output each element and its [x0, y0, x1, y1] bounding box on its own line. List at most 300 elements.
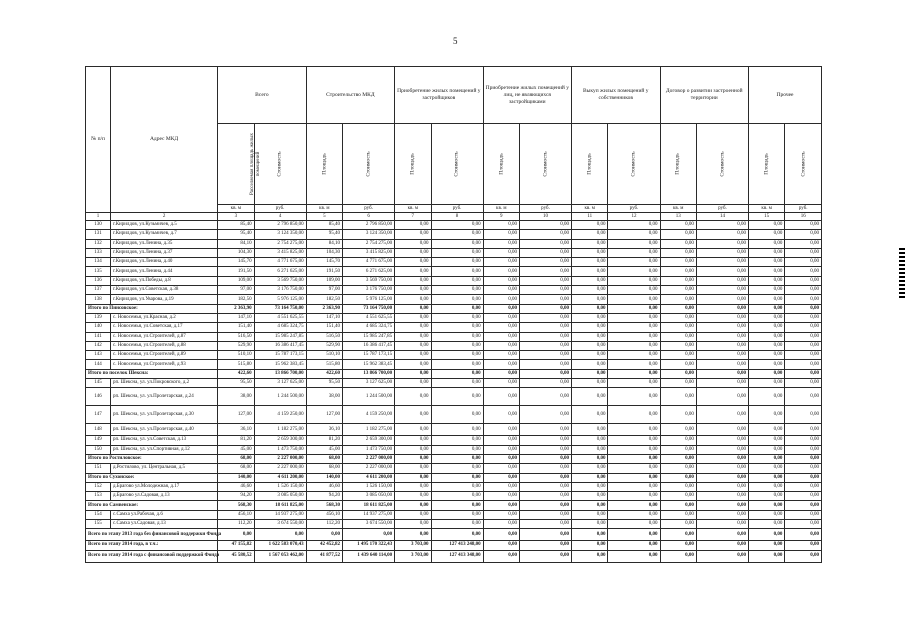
column-number: 4 [254, 213, 306, 221]
row-value: 0,00 [748, 276, 784, 285]
row-number: 143 [86, 351, 111, 360]
row-value: 0,00 [608, 510, 660, 519]
header-group-developers: Приобретение жилых помещений у застройщиков [395, 67, 483, 124]
row-value: 0,00 [608, 406, 660, 424]
row-value: 0,00 [483, 445, 519, 454]
row-value: 0,00 [785, 286, 822, 295]
header-area: Площадь [586, 152, 593, 175]
row-value: 1 244 500,00 [254, 388, 306, 406]
row-value: 3 124 350,00 [254, 230, 306, 239]
row-value: 0,00 [748, 529, 784, 541]
row-value: 18 611 825,00 [343, 501, 395, 510]
header-area: Площадь [675, 152, 682, 175]
unit: руб. [519, 205, 571, 213]
row-value: 1 473 750,00 [343, 445, 395, 454]
row-value: 0,00 [660, 323, 696, 332]
row-value: 0,00 [608, 313, 660, 322]
row-value: 5 976 125,00 [254, 295, 306, 304]
row-value: 0,00 [431, 520, 483, 529]
row-value: 0,00 [748, 239, 784, 248]
row-value: 1 567 053 462,00 [254, 550, 306, 562]
row-value: 0,00 [608, 239, 660, 248]
row-value: 0,00 [519, 501, 571, 510]
unit: кв. м [395, 205, 431, 213]
table-row [86, 286, 822, 295]
row-address: г.Кирилдов, ул.Кузьмичев, д.7 [110, 230, 217, 239]
row-value: 3 415 825,00 [254, 248, 306, 257]
row-value: 0,00 [519, 239, 571, 248]
row-value: 0,00 [572, 323, 608, 332]
row-address: г.Кирилдов, ул.Победы, д.8 [110, 276, 217, 285]
row-value: 3 703,00 [395, 541, 431, 550]
column-numbers-row [86, 213, 822, 221]
row-value: 112,20 [218, 520, 254, 529]
column-number: 15 [748, 213, 784, 221]
row-value: 0,00 [483, 379, 519, 388]
row-label: Всего по этапу 2013 года без финансовой поддержки Фонда [86, 529, 218, 541]
row-value: 0,00 [519, 379, 571, 388]
row-value: 0,00 [785, 276, 822, 285]
row-value: 0,00 [696, 239, 748, 248]
header-number: № п/п [86, 67, 111, 213]
row-value: 3 415 825,00 [343, 248, 395, 257]
row-value: 529,90 [218, 341, 254, 350]
row-value: 1 526 150,00 [254, 482, 306, 491]
row-value: 0,00 [696, 406, 748, 424]
table-total-row [86, 454, 822, 463]
row-value: 0,00 [431, 351, 483, 360]
table-total-row [86, 501, 822, 510]
row-value: 0,00 [395, 295, 431, 304]
table-row [86, 360, 822, 369]
row-address: рп. Шексна, ул. ул.Пролетарская, д.24 [110, 388, 217, 406]
row-value: 3 085 050,00 [254, 492, 306, 501]
row-value: 3 176 750,00 [254, 286, 306, 295]
row-value: 0,00 [483, 276, 519, 285]
unit: руб. [785, 205, 822, 213]
row-value: 0,00 [785, 379, 822, 388]
row-number: 135 [86, 267, 111, 276]
row-value: 0,00 [431, 510, 483, 519]
row-address: с. Новосемья, ул.Строителей, д.88 [110, 341, 217, 350]
row-value: 515,80 [218, 360, 254, 369]
row-value: 1 182 275,00 [343, 424, 395, 436]
row-value: 2 796 850,00 [343, 221, 395, 230]
row-address: с. Новосемья, ул.Советская, д.17 [110, 323, 217, 332]
row-value: 0,00 [483, 492, 519, 501]
row-value: 0,00 [748, 323, 784, 332]
row-value: 422,60 [218, 369, 254, 378]
row-value: 0,00 [395, 239, 431, 248]
scan-edge-marks [899, 248, 905, 300]
row-address: с. Новосемья, ул.Строителей, д.87 [110, 332, 217, 341]
row-value: 14 937 275,00 [343, 510, 395, 519]
header-group-total: Всего [218, 67, 306, 124]
row-address: г.Кирилдов, ул.Ленина, д.44 [110, 267, 217, 276]
row-value: 568,30 [218, 501, 254, 510]
row-value: 0,00 [660, 445, 696, 454]
row-value: 0,00 [785, 424, 822, 436]
row-value: 0,00 [608, 360, 660, 369]
row-value: 4 771 675,00 [343, 258, 395, 267]
row-value: 0,00 [306, 529, 342, 541]
row-value: 0,00 [572, 406, 608, 424]
row-value: 0,00 [748, 341, 784, 350]
row-value: 0,00 [785, 529, 822, 541]
table-total-row [86, 473, 822, 482]
row-number: 134 [86, 258, 111, 267]
row-value: 0,00 [748, 454, 784, 463]
row-value: 97,00 [218, 286, 254, 295]
row-value: 0,00 [785, 436, 822, 445]
row-value: 2 363,90 [218, 304, 254, 313]
row-value: 3 127 625,00 [254, 379, 306, 388]
row-value: 0,00 [785, 454, 822, 463]
row-value: 0,00 [696, 501, 748, 510]
row-value: 0,00 [696, 341, 748, 350]
header-cost: Стоимость [630, 150, 637, 177]
row-number: 152 [86, 482, 111, 491]
row-value: 0,00 [572, 313, 608, 322]
row-value: 0,00 [483, 436, 519, 445]
row-value: 16 386 417,45 [254, 341, 306, 350]
row-label: Итого по Пинсовское: [86, 304, 218, 313]
row-number: 131 [86, 230, 111, 239]
row-value: 0,00 [519, 388, 571, 406]
page-number: 5 [453, 36, 458, 46]
row-value: 0,00 [431, 445, 483, 454]
column-number: 13 [660, 213, 696, 221]
row-value: 0,00 [660, 239, 696, 248]
column-number: 2 [110, 213, 217, 221]
row-value: 0,00 [483, 501, 519, 510]
row-value: 0,00 [572, 492, 608, 501]
row-value: 0,00 [519, 248, 571, 257]
row-value: 68,00 [218, 454, 254, 463]
row-value: 68,00 [306, 454, 342, 463]
row-value: 0,00 [572, 286, 608, 295]
row-value: 0,00 [608, 221, 660, 230]
row-value: 73 164 750,00 [343, 304, 395, 313]
unit: кв. м [660, 205, 696, 213]
row-value: 0,00 [785, 501, 822, 510]
header-cost: Стоимость [454, 150, 461, 177]
row-value: 0,00 [431, 239, 483, 248]
row-value: 0,00 [608, 454, 660, 463]
row-value: 0,00 [748, 520, 784, 529]
table-row [86, 230, 822, 239]
column-number: 11 [572, 213, 608, 221]
unit: руб. [696, 205, 748, 213]
row-value: 45 580,52 [218, 550, 254, 562]
row-value: 127 413 348,00 [431, 550, 483, 562]
row-value: 0,00 [431, 492, 483, 501]
row-value: 147,10 [218, 313, 254, 322]
row-value: 0,00 [660, 276, 696, 285]
header-cost: Стоимость [542, 150, 549, 177]
row-label: Итого по Ростиловское: [86, 454, 218, 463]
row-value: 0,00 [395, 267, 431, 276]
row-value: 0,00 [431, 304, 483, 313]
row-number: 151 [86, 464, 111, 473]
row-value: 0,00 [431, 454, 483, 463]
row-value: 0,00 [785, 510, 822, 519]
row-value: 0,00 [608, 436, 660, 445]
row-value: 0,00 [519, 529, 571, 541]
row-value: 0,00 [785, 464, 822, 473]
row-value: 0,00 [785, 332, 822, 341]
row-value: 0,00 [608, 332, 660, 341]
row-value: 0,00 [395, 258, 431, 267]
row-value: 0,00 [395, 286, 431, 295]
row-value: 0,00 [483, 541, 519, 550]
row-value: 0,00 [785, 482, 822, 491]
row-value: 0,00 [572, 454, 608, 463]
table-row [86, 482, 822, 491]
row-address: с. Новосемья, ул.Красная, д.2 [110, 313, 217, 322]
row-value: 0,00 [608, 501, 660, 510]
row-value: 2 227 000,00 [343, 454, 395, 463]
row-value: 0,00 [696, 276, 748, 285]
row-value: 68,00 [306, 464, 342, 473]
row-value: 0,00 [696, 424, 748, 436]
row-value: 0,00 [483, 473, 519, 482]
row-value: 0,00 [431, 221, 483, 230]
row-value: 0,00 [696, 323, 748, 332]
row-value: 0,00 [748, 541, 784, 550]
relocation-table [85, 66, 822, 563]
row-value: 41 877,52 [306, 550, 342, 562]
row-value: 0,00 [431, 501, 483, 510]
column-number: 8 [431, 213, 483, 221]
row-value: 0,00 [572, 424, 608, 436]
row-value: 0,00 [395, 501, 431, 510]
row-number: 155 [86, 520, 111, 529]
row-value: 18 611 825,00 [254, 501, 306, 510]
row-value: 0,00 [483, 406, 519, 424]
row-value: 0,00 [395, 379, 431, 388]
row-value: 0,00 [572, 482, 608, 491]
row-value: 0,00 [660, 258, 696, 267]
header-address: Адрес МКД [110, 67, 217, 213]
row-value: 15 787 173,15 [343, 351, 395, 360]
row-address: г.Кирилдов, ул.Ленина, д.40 [110, 258, 217, 267]
row-value: 4 771 675,00 [254, 258, 306, 267]
row-value: 16 386 417,45 [343, 341, 395, 350]
row-value: 0,00 [572, 295, 608, 304]
row-value: 0,00 [431, 379, 483, 388]
row-value: 0,00 [748, 510, 784, 519]
row-value: 0,00 [572, 332, 608, 341]
row-value: 0,00 [395, 510, 431, 519]
row-value: 0,00 [785, 541, 822, 550]
table-row [86, 379, 822, 388]
table-row [86, 464, 822, 473]
row-value: 15 962 383,45 [254, 360, 306, 369]
row-value: 0,00 [608, 520, 660, 529]
row-address: г.Кирилдов, ул.Советская, д.38 [110, 286, 217, 295]
row-address: с.Самха ул.Рабочая, д.6 [110, 510, 217, 519]
row-value: 0,00 [660, 379, 696, 388]
row-value: 0,00 [748, 473, 784, 482]
row-value: 46,60 [306, 482, 342, 491]
row-value: 0,00 [572, 473, 608, 482]
row-number: 136 [86, 276, 111, 285]
table-row [86, 388, 822, 406]
row-value: 0,00 [608, 230, 660, 239]
row-value: 4 685 324,75 [254, 323, 306, 332]
row-value: 0,00 [660, 520, 696, 529]
row-value: 568,30 [306, 501, 342, 510]
column-number: 10 [519, 213, 571, 221]
row-label: Итого по Самвенское: [86, 501, 218, 510]
row-value: 0,00 [785, 221, 822, 230]
row-value: 0,00 [572, 276, 608, 285]
row-value: 0,00 [431, 482, 483, 491]
row-value: 0,00 [608, 351, 660, 360]
unit: руб. [343, 205, 395, 213]
unit: руб. [431, 205, 483, 213]
row-value: 0,00 [748, 221, 784, 230]
row-value: 0,00 [572, 239, 608, 248]
table-row [86, 267, 822, 276]
column-number: 12 [608, 213, 660, 221]
row-value: 0,00 [483, 529, 519, 541]
table-row [86, 221, 822, 230]
row-value: 0,00 [748, 258, 784, 267]
row-value: 0,00 [748, 248, 784, 257]
row-value: 0,00 [696, 445, 748, 454]
row-value: 0,00 [785, 258, 822, 267]
row-value: 5 976 125,00 [343, 295, 395, 304]
row-value: 0,00 [483, 520, 519, 529]
row-value: 0,00 [572, 304, 608, 313]
row-value: 1 495 170 322,43 [343, 541, 395, 550]
row-value: 0,00 [483, 332, 519, 341]
row-value: 0,00 [696, 473, 748, 482]
row-value: 0,00 [572, 360, 608, 369]
row-value: 0,00 [608, 304, 660, 313]
row-value: 15 985 247,85 [254, 332, 306, 341]
row-address: рп. Шексна, ул. ул.Спортивная, д.12 [110, 445, 217, 454]
row-value: 0,00 [395, 332, 431, 341]
row-address: с.Самха ул.Садовая, д.13 [110, 520, 217, 529]
row-value: 3 674 550,00 [343, 520, 395, 529]
row-value: 0,00 [572, 501, 608, 510]
row-number: 132 [86, 239, 111, 248]
row-address: рп. Шексна, ул. ул.Советская, д.13 [110, 436, 217, 445]
row-value: 422,60 [306, 369, 342, 378]
row-value: 0,00 [785, 406, 822, 424]
row-value: 0,00 [431, 529, 483, 541]
table-row [86, 520, 822, 529]
row-value: 0,00 [696, 304, 748, 313]
unit: кв. м [306, 205, 342, 213]
row-value: 0,00 [483, 304, 519, 313]
row-value: 0,00 [572, 388, 608, 406]
row-value: 0,00 [431, 276, 483, 285]
row-value: 0,00 [785, 445, 822, 454]
row-value: 0,00 [608, 341, 660, 350]
row-value: 0,00 [572, 258, 608, 267]
row-value: 6 271 625,00 [343, 267, 395, 276]
row-value: 0,00 [431, 248, 483, 257]
row-value: 0,00 [785, 520, 822, 529]
row-value: 0,00 [785, 341, 822, 350]
row-value: 0,00 [572, 445, 608, 454]
row-value: 94,20 [218, 492, 254, 501]
row-value: 15 985 247,85 [343, 332, 395, 341]
row-value: 81,20 [218, 436, 254, 445]
row-value: 0,00 [395, 445, 431, 454]
row-value: 0,00 [483, 454, 519, 463]
row-value: 0,00 [483, 360, 519, 369]
row-value: 0,00 [519, 541, 571, 550]
row-value: 0,00 [785, 295, 822, 304]
row-address: с. Новосемья, ул.Строителей, д.89 [110, 351, 217, 360]
column-number: 9 [483, 213, 519, 221]
row-value: 0,00 [483, 286, 519, 295]
row-value: 0,00 [748, 424, 784, 436]
row-value: 0,00 [660, 286, 696, 295]
row-value: 0,00 [696, 520, 748, 529]
row-value: 0,00 [660, 221, 696, 230]
row-value: 2 754 275,00 [343, 239, 395, 248]
row-value: 127 413 248,00 [431, 541, 483, 550]
row-value: 2 363,90 [306, 304, 342, 313]
header-group-buyout: Выкуп жилых помещений у собственников [572, 67, 660, 124]
column-number: 1 [86, 213, 111, 221]
row-value: 95,40 [306, 230, 342, 239]
row-value: 2 659 300,00 [254, 436, 306, 445]
row-value: 0,00 [483, 295, 519, 304]
row-value: 147,10 [306, 313, 342, 322]
row-number: 144 [86, 360, 111, 369]
row-value: 0,00 [395, 406, 431, 424]
row-value: 0,00 [572, 379, 608, 388]
table-row [86, 323, 822, 332]
row-value: 3 085 050,00 [343, 492, 395, 501]
row-value: 0,00 [395, 351, 431, 360]
row-value: 0,00 [696, 258, 748, 267]
row-value: 0,00 [519, 436, 571, 445]
header-group-construction: Строительство МКД [306, 67, 394, 124]
row-value: 0,00 [660, 454, 696, 463]
row-value: 0,00 [395, 304, 431, 313]
row-value: 0,00 [608, 388, 660, 406]
row-address: д.Брагово ул.Молодежная, д.17 [110, 482, 217, 491]
row-value: 0,00 [431, 473, 483, 482]
row-value: 0,00 [431, 406, 483, 424]
row-value: 104,30 [306, 248, 342, 257]
row-value: 0,00 [431, 258, 483, 267]
row-value: 0,00 [254, 529, 306, 541]
row-value: 0,00 [483, 239, 519, 248]
header-area: Площадь [321, 152, 328, 175]
row-value: 112,20 [306, 520, 342, 529]
unit: кв. м [218, 205, 254, 213]
row-value: 0,00 [431, 464, 483, 473]
row-value: 0,00 [660, 360, 696, 369]
row-value: 0,00 [519, 520, 571, 529]
row-value: 4 685 324,75 [343, 323, 395, 332]
row-value: 0,00 [696, 388, 748, 406]
row-value: 0,00 [519, 304, 571, 313]
row-value: 0,00 [660, 424, 696, 436]
row-value: 456,10 [218, 510, 254, 519]
row-value: 47 155,82 [218, 541, 254, 550]
row-value: 0,00 [748, 464, 784, 473]
